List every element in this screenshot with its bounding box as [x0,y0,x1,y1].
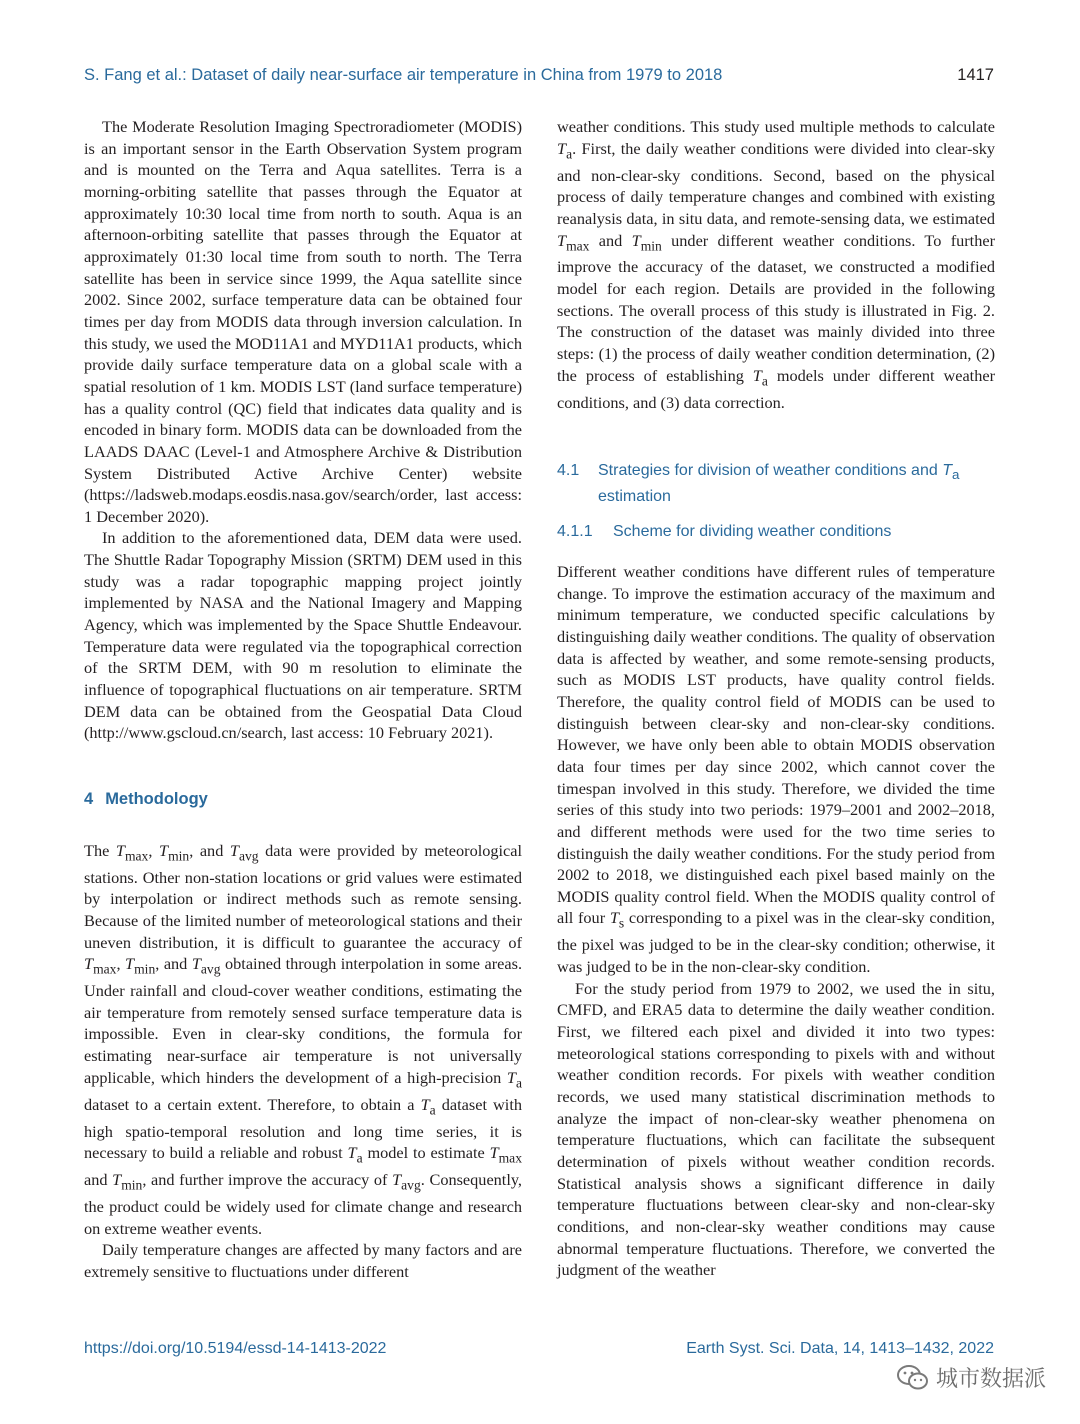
page-footer [84,1340,994,1358]
wechat-icon [896,1364,930,1392]
page-number: 1417 [957,66,994,84]
subsection-heading-4-1 [557,460,995,507]
doi-link[interactable]: https://doi.org/10.5194/essd-14-1413-2022 [84,1340,387,1357]
subsubsection-number: 4.1.1 [557,523,593,541]
running-title: S. Fang et al.: Dataset of daily near-surface air temperature in China from 1979 to 2018 [84,66,723,84]
paragraph-modis: The Moderate Resolution Imaging Spectroradiometer (MODIS) is an important sensor in the Earth Observation System program and is mounted on the Terra and Aqua satellites. Terra is a morning-orbiting satellite that passes through the Equator at approximately 10:30 local time from north to south. Aqua is an afternoon-orbiting satellite that passes through the Equator at approximately 01:30 local time from south to north. The Terra satellite has been in service since 1999, the Aqua satellite since 2002. Since 2002, surface temperature data can be obtained four times per day from MODIS data through inversion calculation. In this study, we used the MOD11A1 and MYD11A1 products, which provide daily surface temperature data on a global scale with a spatial resolution of 1 km. MODIS LST (land surface temperature) has a quality control (QC) field that indicates data quality and is encoded in binary form. MODIS data can be downloaded from the LAADS DAAC (Level-1 and Atmosphere Archive & Distribution System Distributed Active Archive Center) website (https://ladsweb.modaps.eosdis.nasa.gov/search/order, last access: 1 December 2020). [84,117,522,526]
paragraph-continued: weather conditions. This study used multiple methods to calculate $T_a$. First, the daily weather conditions were divided into clear-sky and non-clear-sky conditions. Second, based on the physical process of daily temperature changes and combined with existing reanalysis data, in situ data, and remote-sensing data, we estimated $T_{max}$ and $T_{min}$ under different weather conditions. To further improve the accuracy of the dataset, we constructed a modified model for each region. Details are provided in the following sections. The overall process of this study is illustrated in Fig. 2. The construction of the dataset was mainly divided into three steps: (1) the process of daily weather condition determination, (2) the process of establishing $T_a$ models under different weather conditions, and (3) data correction. [557,117,995,412]
watermark [896,1362,1046,1393]
subsection-heading-4-1-1 [557,521,995,543]
paragraph-methodology-intro: The $T_{max}$, $T_{min}$, and $T_{avg}$ data were provided by meteorological stations. Other non-station locations or grid values were estimated by interpolation or indirect methods such as remote sensing. Because of the limited number of meteorological stations and their uneven distribution, it is difficult to guarantee the accuracy of $T_{max}$, $T_{min}$, and $T_{avg}$ obtained through interpolation in some areas. Under rainfall and cloud-cover weather conditions, estimating the air temperature from remotely sensed surface temperature data is impossible. Even in clear-sky conditions, the formula for estimating near-surface air temperature is not universally applicable, which hinders the development of a high-precision $T_a$ dataset to a certain extent. Therefore, to obtain a $T_a$ dataset with high spatio-temporal resolution and long time series, it is necessary to build a reliable and robust $T_a$ model to estimate $T_{max}$ and $T_{min}$, and further improve the accuracy of $T_{avg}$. Consequently, the product could be widely used for climate change and research on extreme weather events. [84,840,523,1238]
journal-citation: Earth Syst. Sci. Data, 14, 1413–1432, 2022 [686,1340,994,1357]
section-heading-methodology [84,789,522,811]
left-column [84,116,522,1283]
paragraph-1979-2002: For the study period from 1979 to 2002, we used the in situ, CMFD, and ERA5 data to determine the daily weather condition. First, we filtered each pixel and divided it into two types: meteorological stations corresponding to pixels with and without weather condition records. For pixels with weather condition records, we used many statistical discrimination methods to analyze the impact of non-clear-sky weather phenomena on temperature fluctuations, which can facilitate the subsequent determination of pixels without weather condition records. Statistical analysis shows a significant difference in daily temperature fluctuations between clear-sky and non-clear-sky conditions, and non-clear-sky weather conditions may cause abnormal temperature fluctuations. Therefore, we converted the judgment of the weather [557,978,995,1280]
paragraph-daily-temperature: Daily temperature changes are affected by many factors and are extremely sensitive to fluctuations under different [84,1240,522,1281]
section-title: Methodology [105,790,208,809]
section-number: 4 [84,790,94,809]
subsection-number: 4.1 [557,462,580,480]
right-column [557,116,995,1281]
running-header [84,66,994,85]
subsection-title: Strategies for division of weather conditions and $T_a$ estimation [598,462,960,505]
watermark-text: 城市数据派 [935,1367,1046,1392]
paragraph-dem: In addition to the aforementioned data, DEM data were used. The Shuttle Radar Topography Mission (SRTM) DEM used in this study was a radar topographic mapping project jointly implemented by NASA and the National Imagery and Mapping Agency, which was implemented by the Space Shuttle Endeavour. Temperature data were regulated via the topographical correction of the SRTM DEM, with 90 m resolution to eliminate the influence of topographical fluctuations on air temperature. SRTM DEM data can be obtained from the Geospatial Data Cloud (http://www.gscloud.cn/search, last access: 10 February 2021). [84,528,522,743]
paragraph-weather-scheme: Different weather conditions have different rules of temperature change. To improve the estimation accuracy of the maximum and minimum temperature, we conducted specific calculations by distinguishing daily weather conditions. The quality of observation data is affected by weather, and some remote-sensing products, such as MODIS LST products, have quality control fields. Therefore, the quality control field of MODIS can be used to distinguish between clear-sky and non-clear-sky conditions. However, we have only been able to obtain MODIS observation data four times per day since 2002, which cannot cover the timespan involved in this study. Therefore, we divided the time series of this study into two periods: 1979–2001 and 2002–2018, and different methods were used for the two time series to distinguish the daily weather conditions. For the study period from 2002 to 2018, we distinguished each pixel based mainly on the MODIS quality control field. When the MODIS quality control of all four $T_s$ corresponding to a pixel was in the clear-sky condition, the pixel was judged to be in the clear-sky condition; otherwise, it was judged to be in the non-clear-sky condition. [557,561,995,977]
subsubsection-title: Scheme for dividing weather conditions [613,523,892,541]
